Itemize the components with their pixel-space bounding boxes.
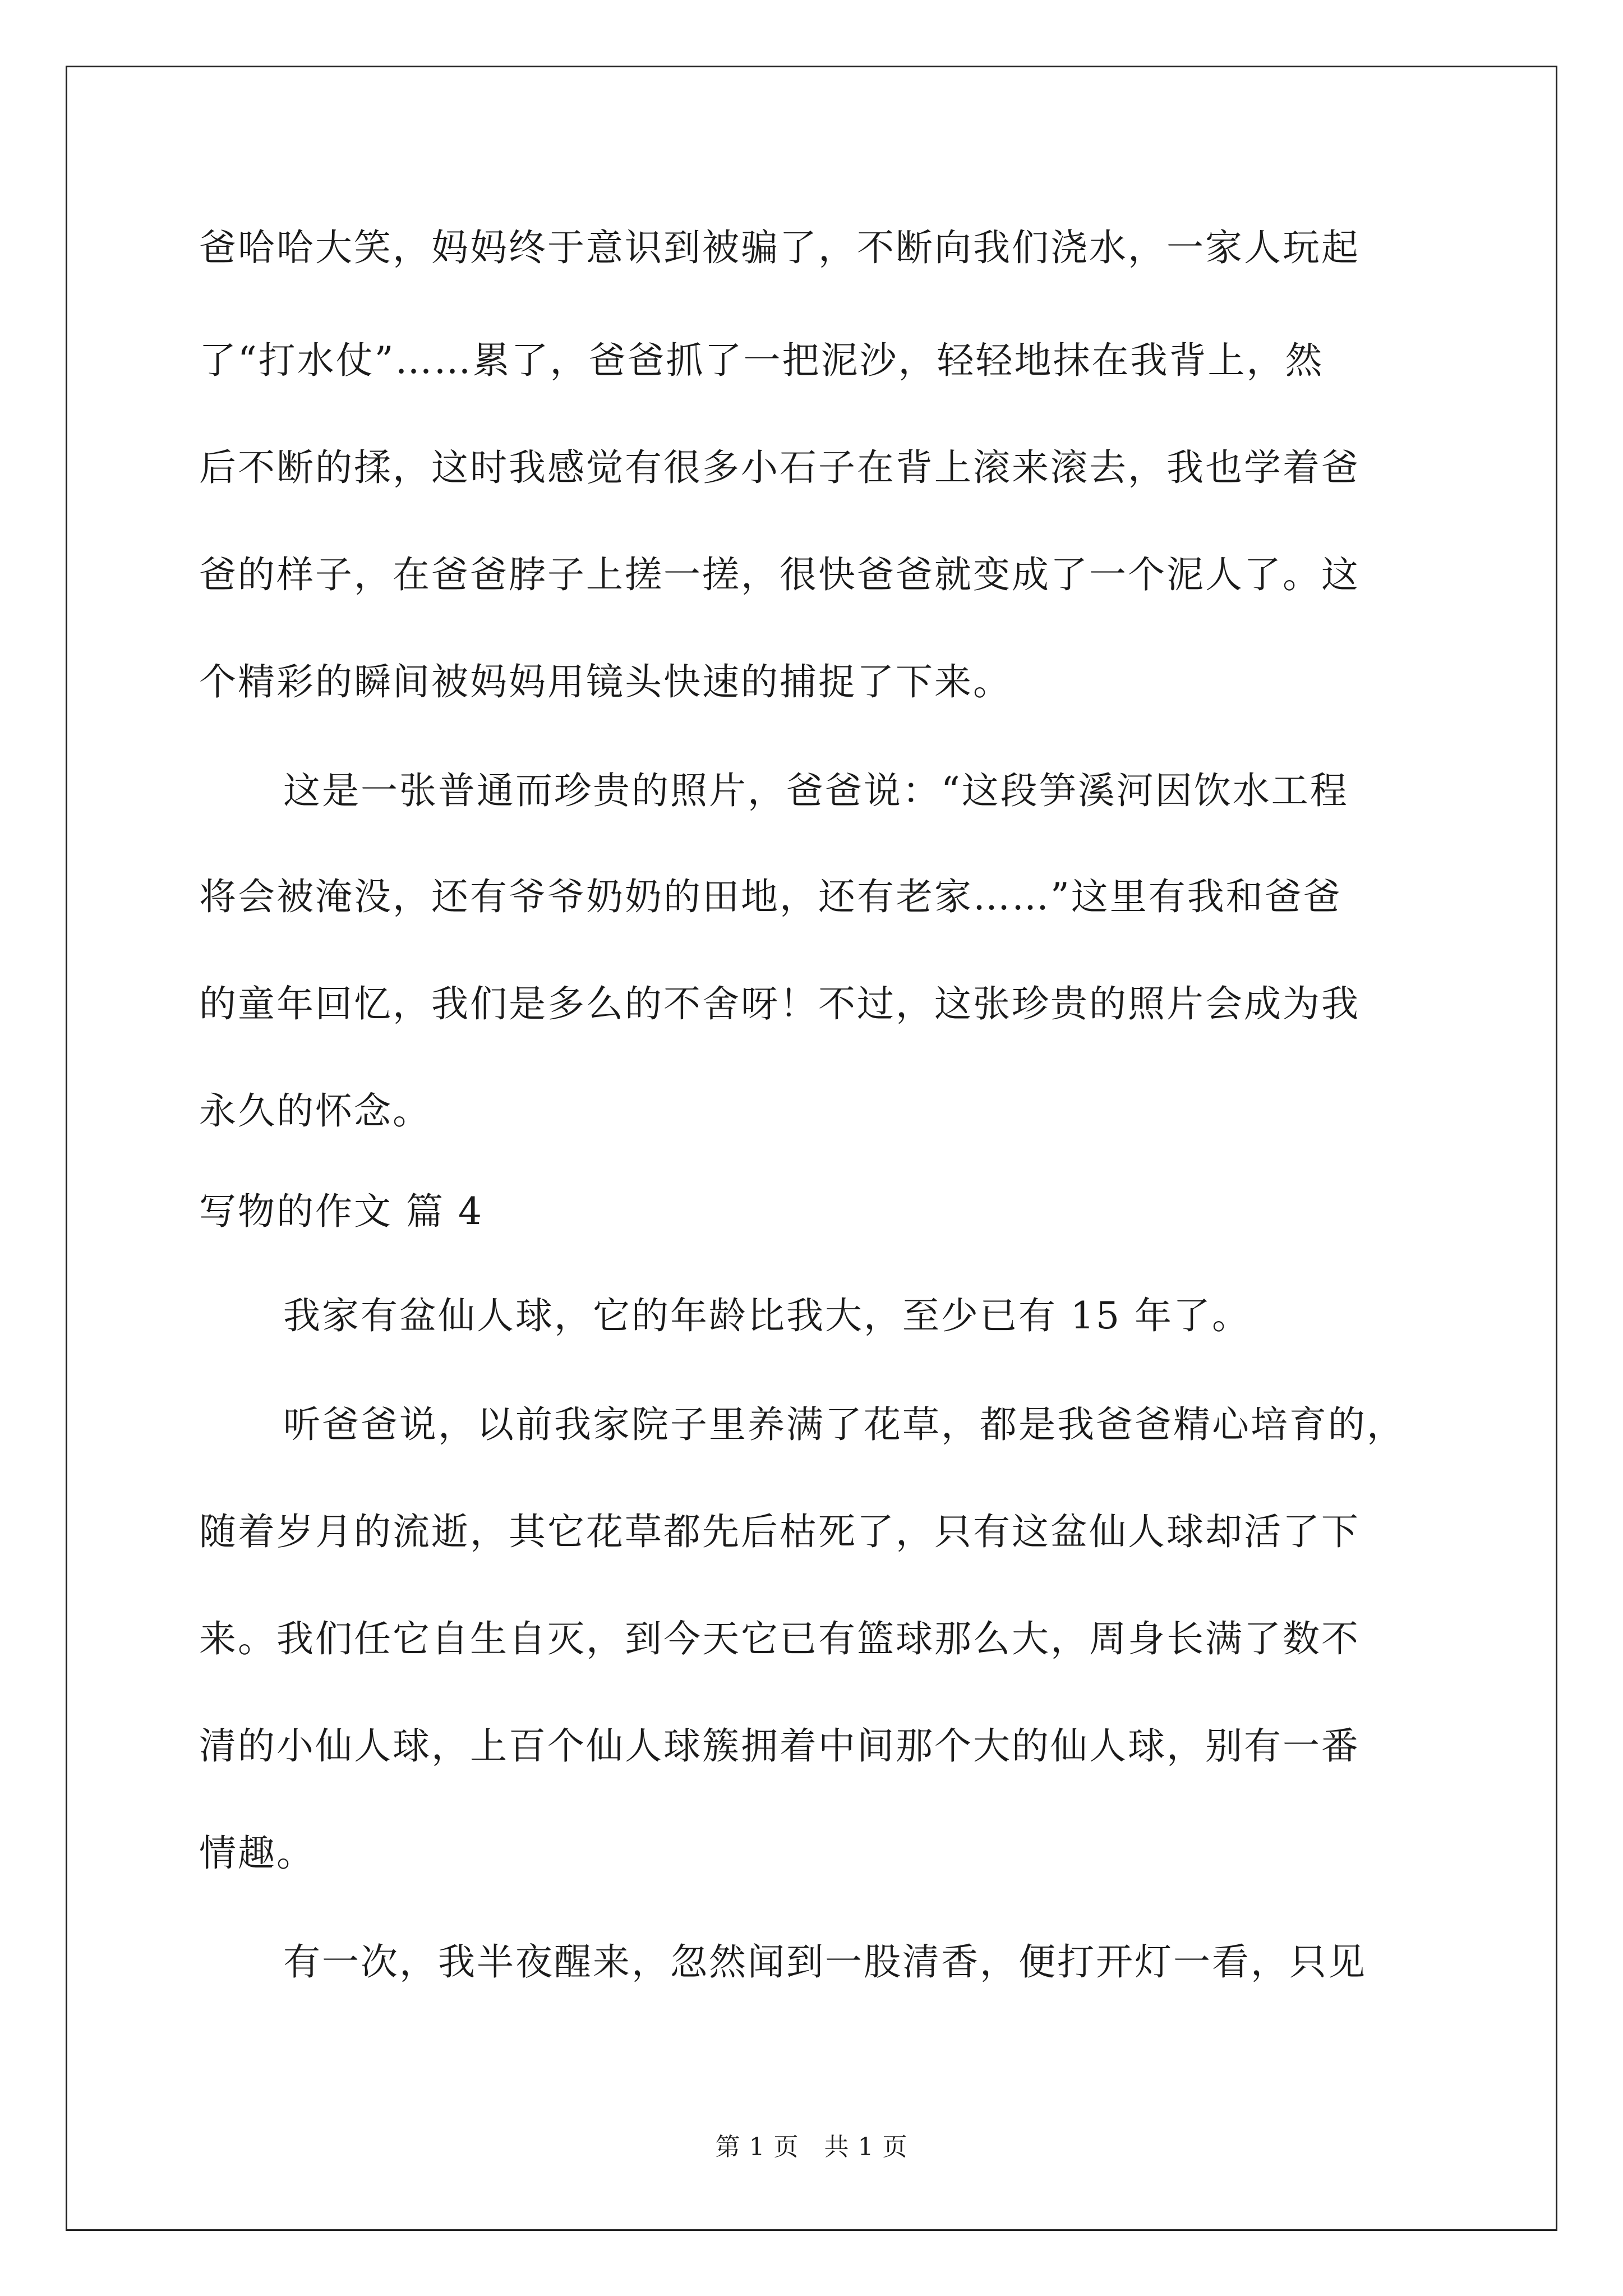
page-number: 第 1 页 共 1 页 <box>715 2133 908 2161</box>
text-line: 个精彩的瞬间被妈妈用镜头快速的捕捉了下来。 <box>199 660 1012 703</box>
text-line: 清的小仙人球，上百个仙人球簇拥着中间那个大的仙人球，别有一番 <box>199 1724 1360 1768</box>
text-line: 爸的样子，在爸爸脖子上搓一搓，很快爸爸就变成了一个泥人了。这 <box>199 553 1360 596</box>
page-border <box>66 66 1557 2231</box>
text-line: 随着岁月的流逝，其它花草都先后枯死了，只有这盆仙人球却活了下 <box>199 1510 1360 1553</box>
section-heading: 写物的作文 篇 4 <box>199 1190 483 1233</box>
text-line: 情趣。 <box>199 1832 315 1875</box>
paragraph-first-line: 听爸爸说，以前我家院子里养满了花草，都是我爸爸精心培育的， <box>283 1403 1405 1446</box>
text-line: 将会被淹没，还有爷爷奶奶的田地，还有老家……”这里有我和爸爸 <box>199 875 1342 918</box>
text-line: 后不断的揉，这时我感觉有很多小石子在背上滚来滚去，我也学着爸 <box>199 446 1360 489</box>
text-line: 爸哈哈大笑，妈妈终于意识到被骗了，不断向我们浇水，一家人玩起 <box>199 226 1360 269</box>
text-line: 的童年回忆，我们是多么的不舍呀！不过，这张珍贵的照片会成为我 <box>199 982 1360 1025</box>
text-line: 永久的怀念。 <box>199 1089 431 1133</box>
text-line: 来。我们任它自生自灭，到今天它已有篮球那么大，周身长满了数不 <box>199 1617 1360 1660</box>
text-line: 了“打水仗”……累了，爸爸抓了一把泥沙，轻轻地抹在我背上，然 <box>199 339 1324 382</box>
paragraph-first-line: 有一次，我半夜醒来，忽然闻到一股清香，便打开灯一看，只见 <box>283 1940 1367 1984</box>
paragraph-first-line: 这是一张普通而珍贵的照片，爸爸说：“这段笋溪河因饮水工程 <box>283 769 1349 812</box>
paragraph-first-line: 我家有盆仙人球，它的年龄比我大，至少已有 15 年了。 <box>283 1294 1251 1337</box>
